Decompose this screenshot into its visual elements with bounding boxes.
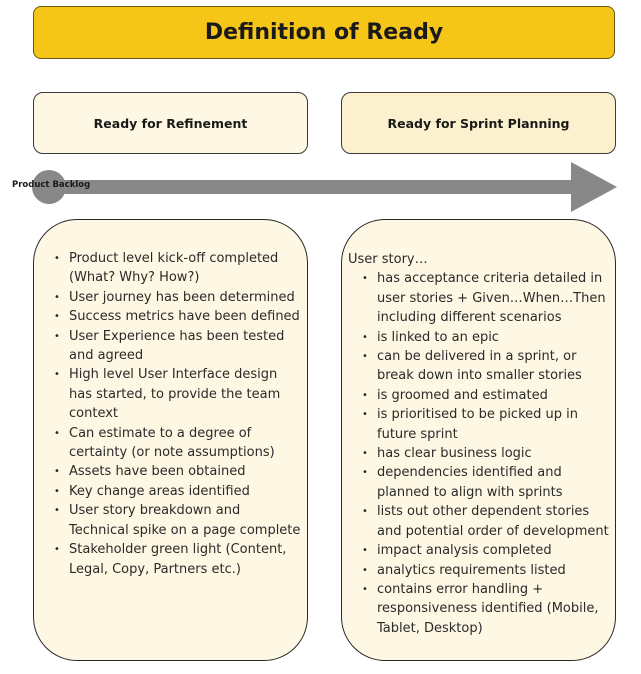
list-item: • impact analysis completed — [362, 541, 611, 560]
list-item: • Assets have been obtained — [54, 462, 301, 481]
list-item: • analytics requirements listed — [362, 561, 611, 580]
list-item: • Stakeholder green light (Content, Legal, Copy, Partners etc.) — [54, 540, 301, 579]
stage-label-sprint-planning: Ready for Sprint Planning — [387, 115, 570, 131]
user-story-intro: User story… — [348, 252, 428, 267]
timeline-arrow — [0, 158, 641, 216]
stage-ready-for-sprint-planning — [341, 92, 616, 154]
list-item: • is prioritised to be picked up in future sprint — [362, 405, 611, 444]
list-item: • is linked to an epic — [362, 328, 611, 347]
list-item: • has acceptance criteria detailed in user stories + Given…When…Then including different scenarios — [362, 269, 611, 327]
stage-ready-for-refinement — [33, 92, 308, 154]
list-item: • lists out other dependent stories and potential order of development — [362, 502, 611, 541]
refinement-criteria-list — [54, 249, 301, 579]
stage-label-refinement: Ready for Refinement — [93, 115, 248, 131]
sprint-planning-criteria-list — [348, 269, 611, 638]
list-item: • User Experience has been tested and agreed — [54, 327, 301, 366]
list-item: • High level User Interface design has started, to provide the team context — [54, 365, 301, 423]
sprint-planning-criteria-card — [341, 219, 616, 661]
timeline-arrow-shaft — [48, 180, 578, 194]
list-item: • can be delivered in a sprint, or break down into smaller stories — [362, 347, 611, 386]
timeline-arrowhead — [571, 162, 617, 212]
list-item: • User journey has been determined — [54, 288, 301, 307]
page-title: Definition of Ready — [33, 6, 615, 59]
product-backlog-label: Product Backlog — [12, 180, 91, 190]
list-item: • has clear business logic — [362, 444, 611, 463]
list-item: • Product level kick-off completed (What? Why? How?) — [54, 249, 301, 288]
list-item: • Can estimate to a degree of certainty (or note assumptions) — [54, 424, 301, 463]
refinement-criteria-card — [33, 219, 308, 661]
list-item: • User story breakdown and Technical spike on a page complete — [54, 501, 301, 540]
list-item: • contains error handling + responsiveness identified (Mobile, Tablet, Desktop) — [362, 580, 611, 638]
list-item: • Key change areas identified — [54, 482, 301, 501]
list-item: • dependencies identified and planned to align with sprints — [362, 463, 611, 502]
list-item: • is groomed and estimated — [362, 386, 611, 405]
list-item: • Success metrics have been defined — [54, 307, 301, 326]
